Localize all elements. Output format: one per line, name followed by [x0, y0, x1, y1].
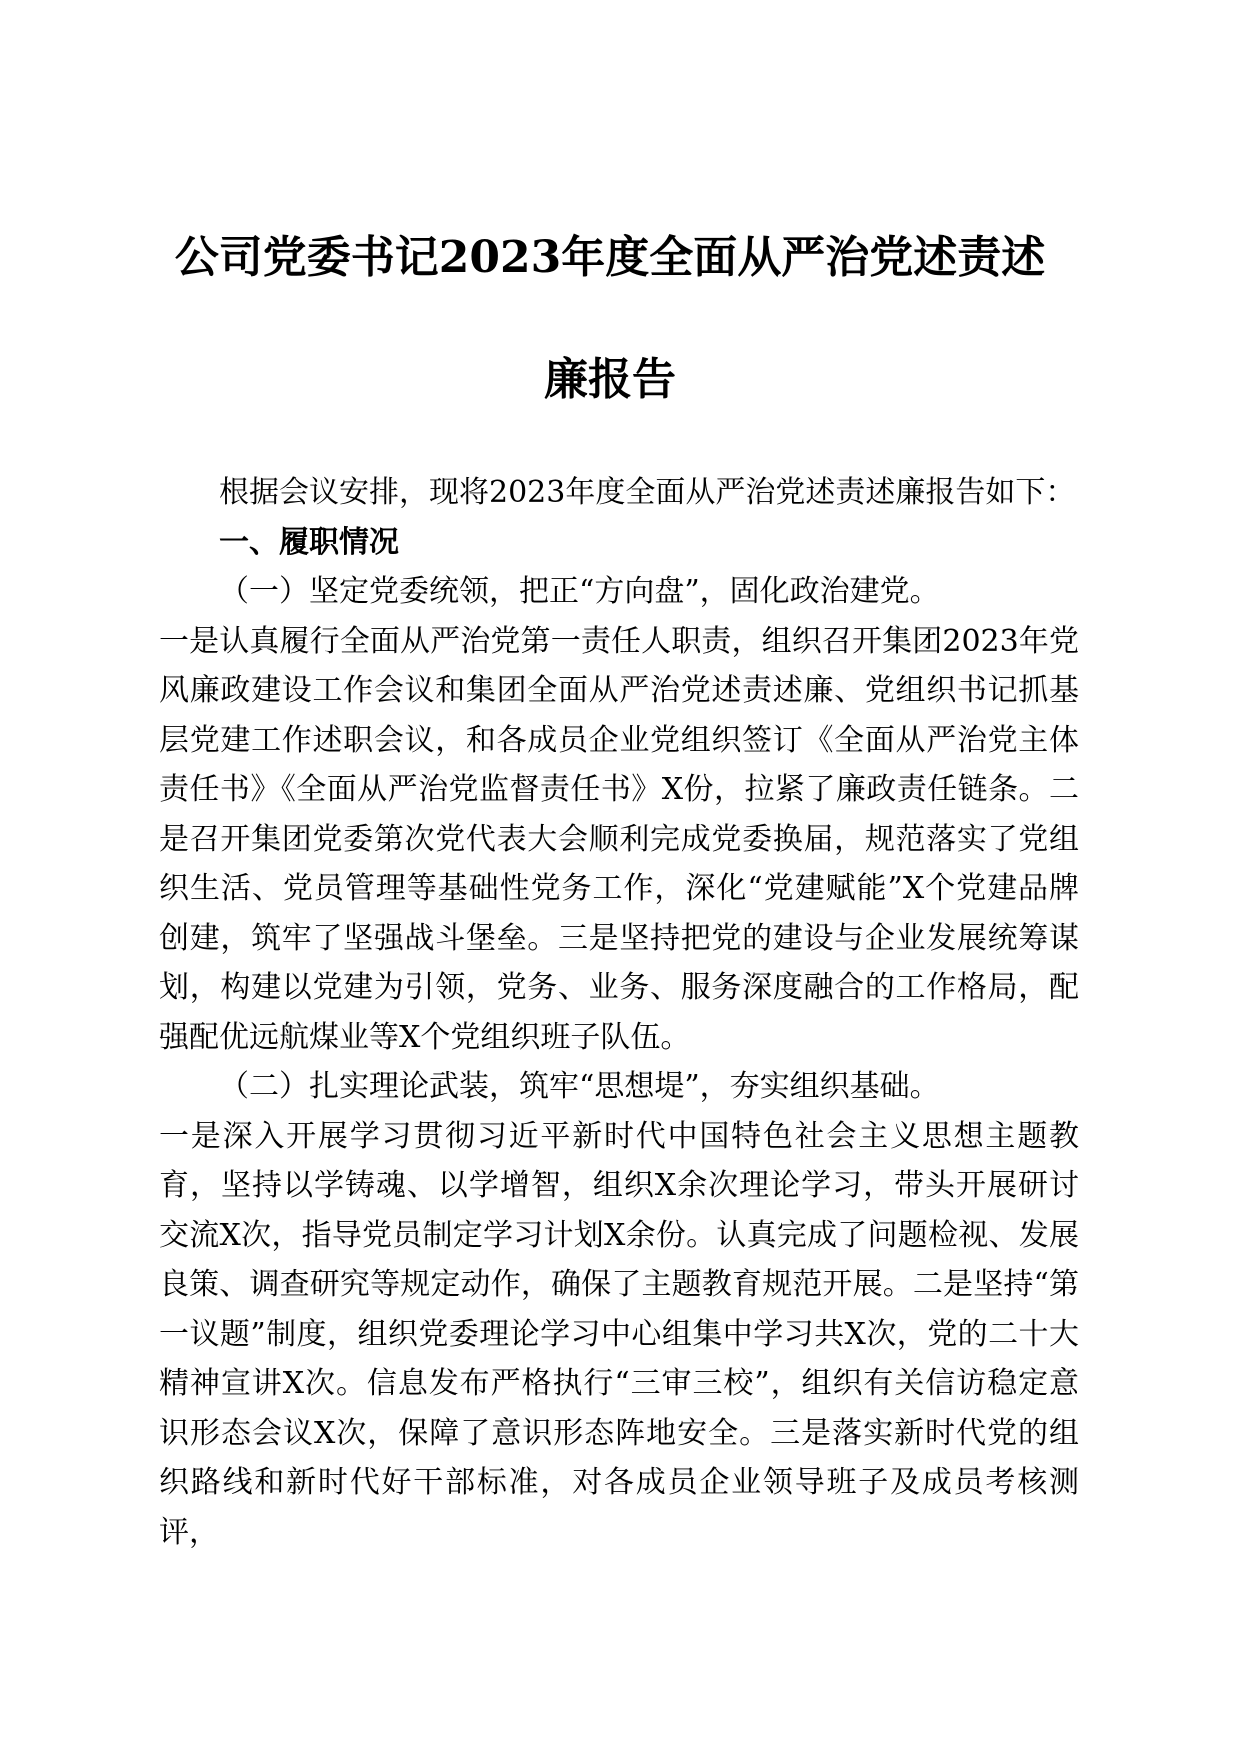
section-heading-performance: 一、履职情况	[219, 524, 399, 560]
subsection-body-2: 一是深入开展学习贯彻习近平新时代中国特色社会主义思想主题教育，坚持以学铸魂、以学增智，组织X余次理论学习，带头开展研讨交流X次，指导党员制定学习计划X余份。认真完成了问题检视、发展良策、调查研究等规定动作，确保了主题教育规范开展。二是坚持“第一议题”制度，组织党委理论学习中心组集中学习共X次，党的二十大精神宣讲X次。信息发布严格执行“三审三校”，组织有关信访稳定意识形态会议X次，保障了意识形态阵地安全。三是落实新时代党的组织路线和新时代好干部标准，对各成员企业领导班子及成员考核测评，	[159, 1118, 1079, 1550]
document-title-line-2: 廉报告	[544, 354, 676, 405]
intro-paragraph: 根据会议安排，现将2023年度全面从严治党述责述廉报告如下：	[219, 475, 1076, 510]
document-title-line-1: 公司党委书记2023年度全面从严治党述责述	[174, 232, 1046, 283]
document-body	[159, 468, 1079, 1557]
subsection-heading-1: （一）坚定党委统领，把正“方向盘”，固化政治建党。	[219, 574, 940, 609]
subsection-body-1: 一是认真履行全面从严治党第一责任人职责，组织召开集团2023年党风廉政建设工作会议和集团全面从严治党述责述廉、党组织书记抓基层党建工作述职会议，和各成员企业党组织签订《全面从严治党主体责任书》《全面从严治党监督责任书》X份，拉紧了廉政责任链条。二是召开集团党委第次党代表大会顺利完成党委换届，规范落实了党组织生活、党员管理等基础性党务工作，深化“党建赋能”X个党建品牌创建，筑牢了坚强战斗堡垒。三是坚持把党的建设与企业发展统筹谋划，构建以党建为引领，党务、业务、服务深度融合的工作格局，配强配优远航煤业等X个党组织班子队伍。	[159, 623, 1079, 1055]
subsection-heading-2: （二）扎实理论武装，筑牢“思想堤”，夯实组织基础。	[219, 1069, 940, 1104]
